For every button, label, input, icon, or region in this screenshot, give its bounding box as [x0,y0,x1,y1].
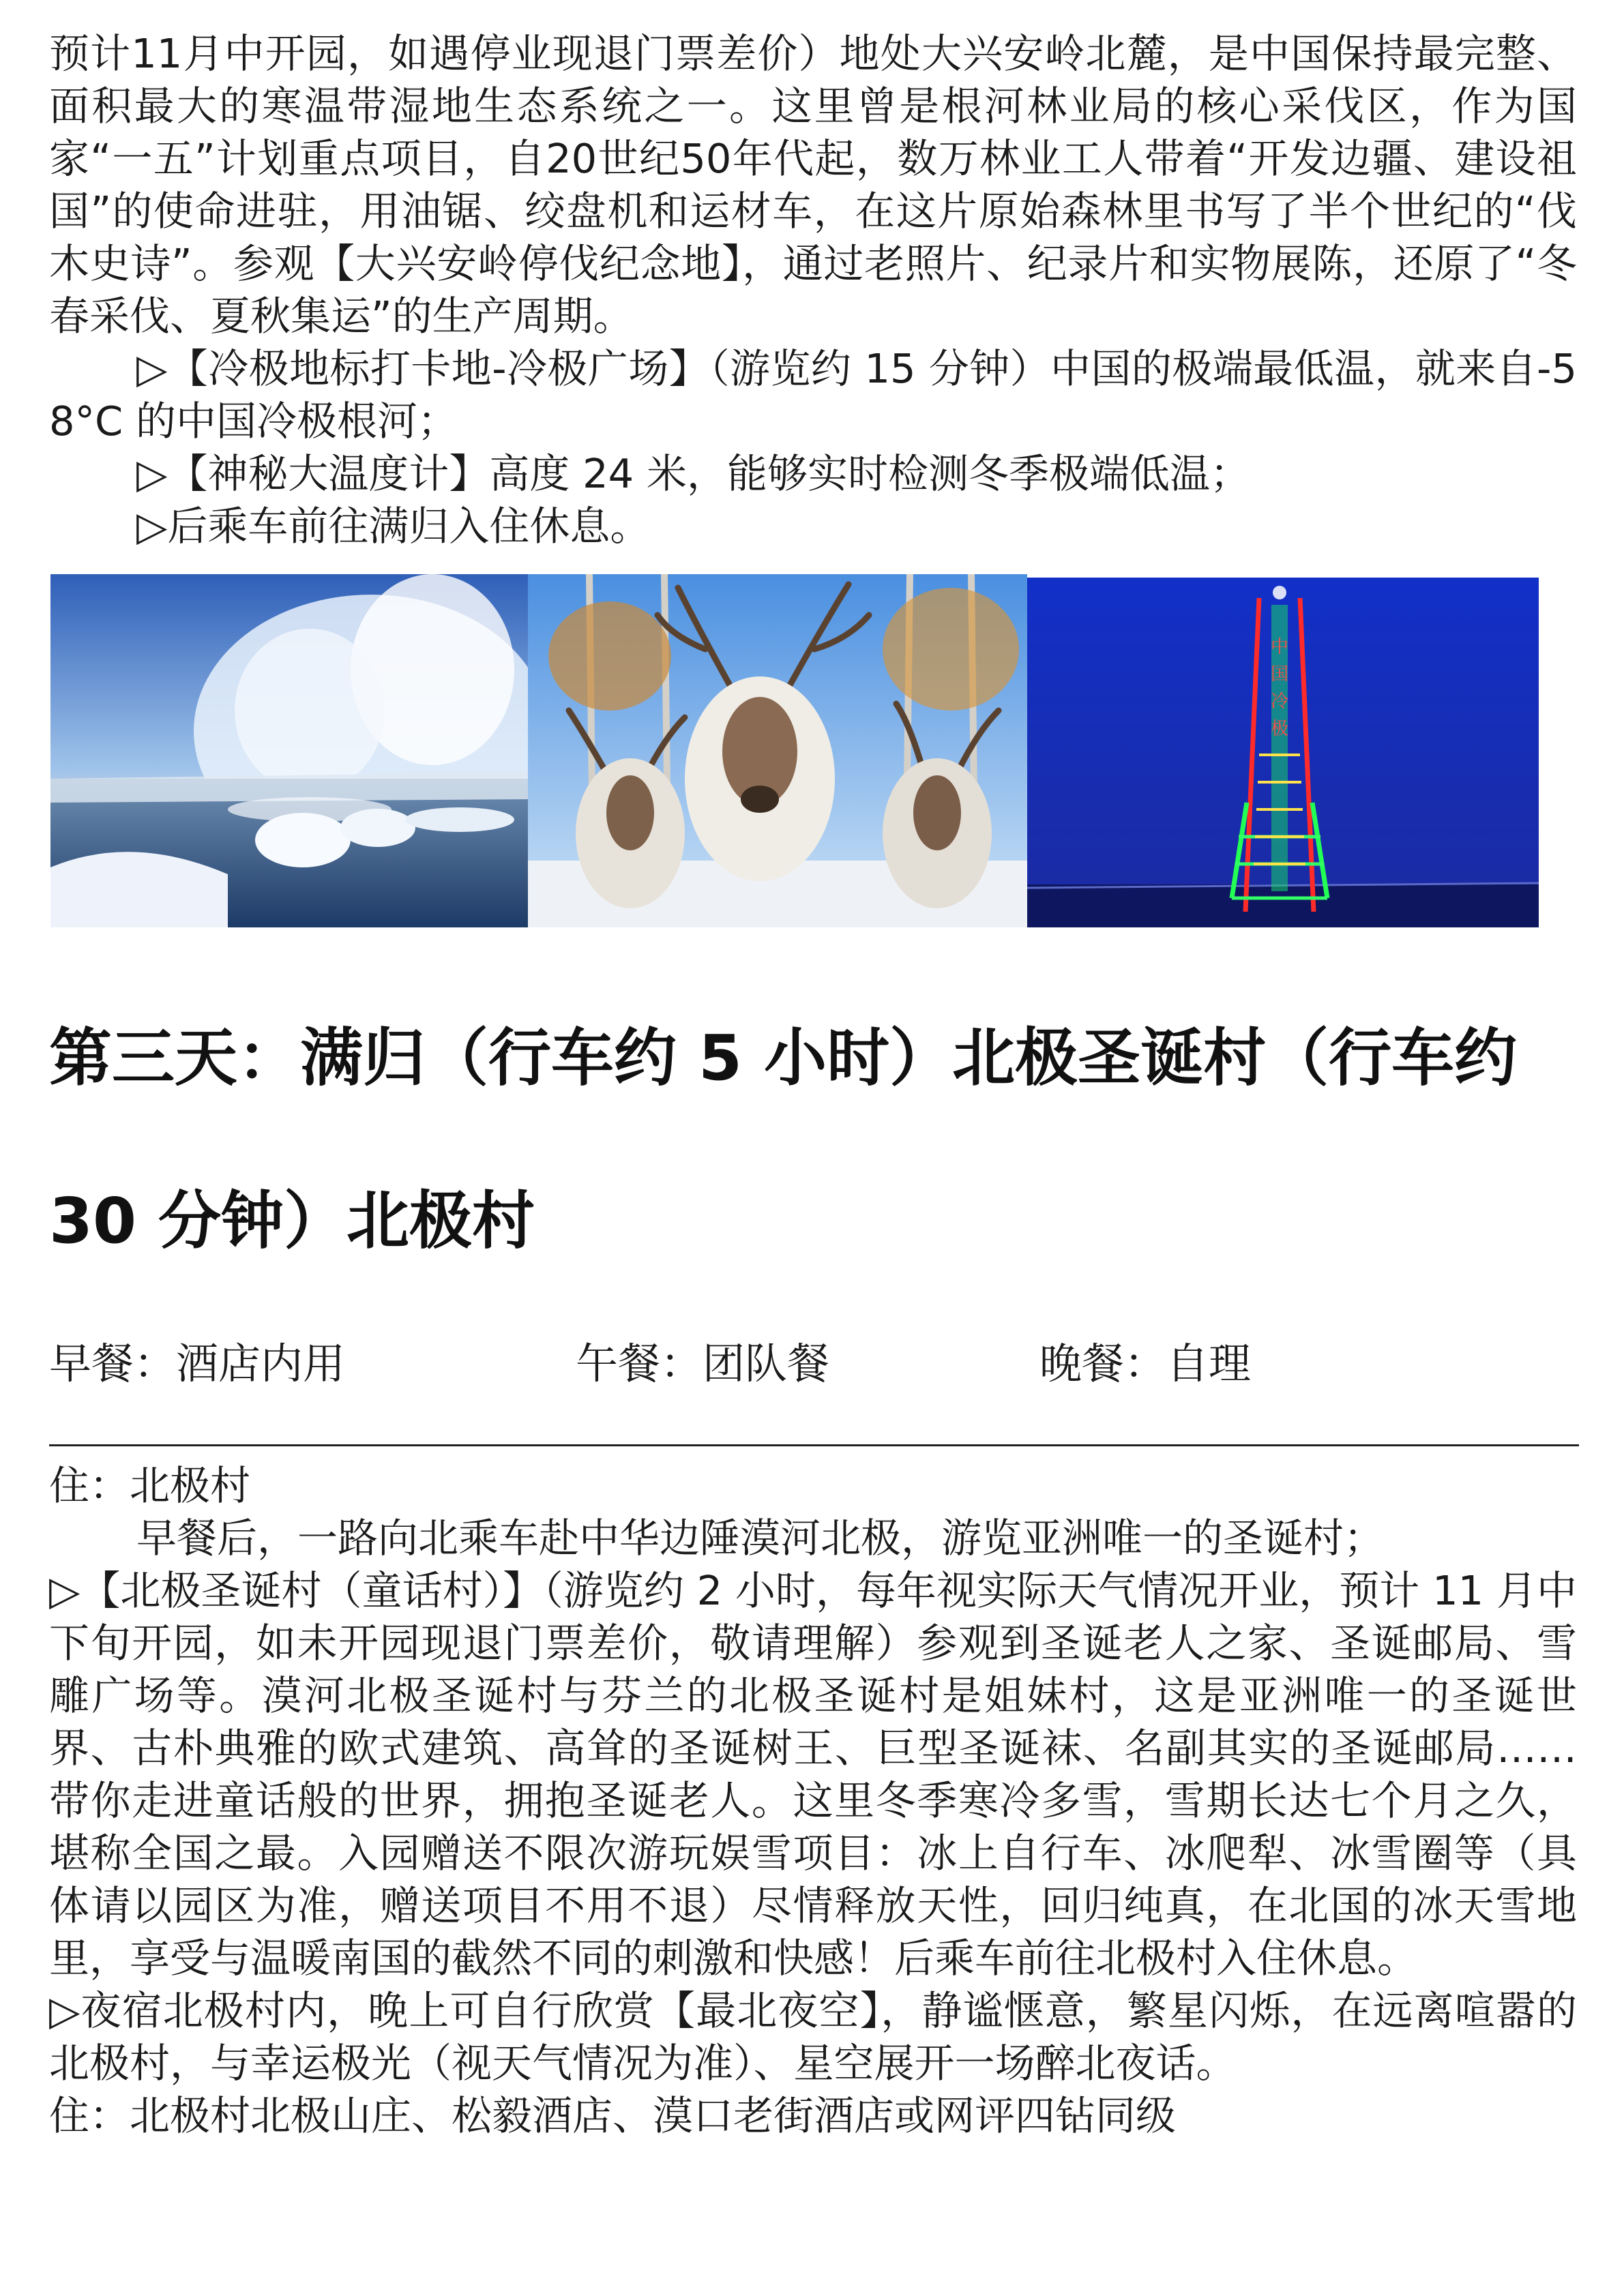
hotel-info: 住：北极村北极山庄、松毅酒店、漠口老街酒店或网评四钻同级 [49,2092,1177,2139]
transfer-item: ▷后乘车前往满归入住休息。 [136,503,651,550]
day-three-title-line1: 第三天：满归（行车约 5 小时）北极圣诞村（行车约 [49,1022,1518,1094]
thermometer-item: ▷【神秘大温度计】高度 24 米，能够实时检测冬季极端低温； [136,450,1250,497]
giant-thermometer-photo [1027,578,1539,927]
day-three-body [49,1459,1577,2142]
thermometer-sign-char: 冷 [1270,691,1289,712]
section-divider [49,1444,1579,1446]
day-three-title-line2: 30 分钟）北极村 [49,1184,535,1257]
lunch-info: 午餐：团队餐 [576,1339,830,1388]
breakfast-info: 早餐：酒店内用 [49,1339,346,1388]
meals-row [49,1333,1577,1395]
dinner-info: 晚餐：自理 [1039,1339,1252,1388]
photo-row [50,574,1539,927]
thermometer-sign-char: 极 [1270,719,1289,739]
cold-pole-square-item: ▷【冷极地标打卡地-冷极广场】（游览约 15 分钟）中国的极端最低温，就来自-58°C 的中国冷极根河； [49,345,1577,445]
stay-summary: 住：北极村 [49,1462,251,1509]
intro-section [49,0,1577,552]
christmas-village-item: ▷【北极圣诞村（童话村）】（游览约 2 小时，每年视实际天气情况开业，预计 11 月中下旬开园，如未开园现退门票差价，敬请理解）参观到圣诞老人之家、圣诞邮局、雪雕广场等。漠河北极圣诞村与芬兰的北极圣诞村是姐妹村，这是亚洲唯一的圣诞世界、古朴典雅的欧式建筑、高耸的圣诞树王、巨型圣诞袜、名副其实的圣诞邮局……带你走进童话般的世界，拥抱圣诞老人。这里冬季寒冷多雪，雪期长达七个月之久，堪称全国之最。入园赠送不限次游玩娱雪项目：冰上自行车、冰爬犁、冰雪圈等（具体请以园区为准，赠送项目不用不退）尽情释放天性，回归纯真，在北国的冰天雪地里，享受与温暖南国的截然不同的刺激和快感！后乘车前往北极村入住休息。 [49,1567,1577,1982]
thermometer-sign-char: 国 [1270,664,1289,685]
day-three-intro: 早餐后，一路向北乘车赴中华边陲漠河北极，游览亚洲唯一的圣诞村； [136,1515,1385,1562]
intro-paragraph: 预计11月中开园，如遇停业现退门票差价）地处大兴安岭北麓，是中国保持最完整、面积最大的寒温带湿地生态系统之一。这里曾是根河林业局的核心采伐区，作为国家“一五”计划重点项目，自20世纪50年代起，数万林业工人带着“开发边疆、建设祖国”的使命进驻，用油锯、绞盘机和运材车，在这片原始森林里书写了半个世纪的“伐木史诗”。参观【大兴安岭停伐纪念地】，通过老照片、纪录片和实物展陈，还原了“冬春采伐、夏秋集运”的生产周期。 [49,30,1577,340]
frozen-river-photo [50,574,528,927]
reindeer-photo [528,574,1027,927]
thermometer-sign-char: 中 [1270,637,1289,657]
night-sky-item: ▷夜宿北极村内，晚上可自行欣赏【最北夜空】，静谧惬意，繁星闪烁，在远离喧嚣的北极村，与幸运极光（视天气情况为准）、星空展开一场醉北夜话。 [49,1987,1577,2087]
